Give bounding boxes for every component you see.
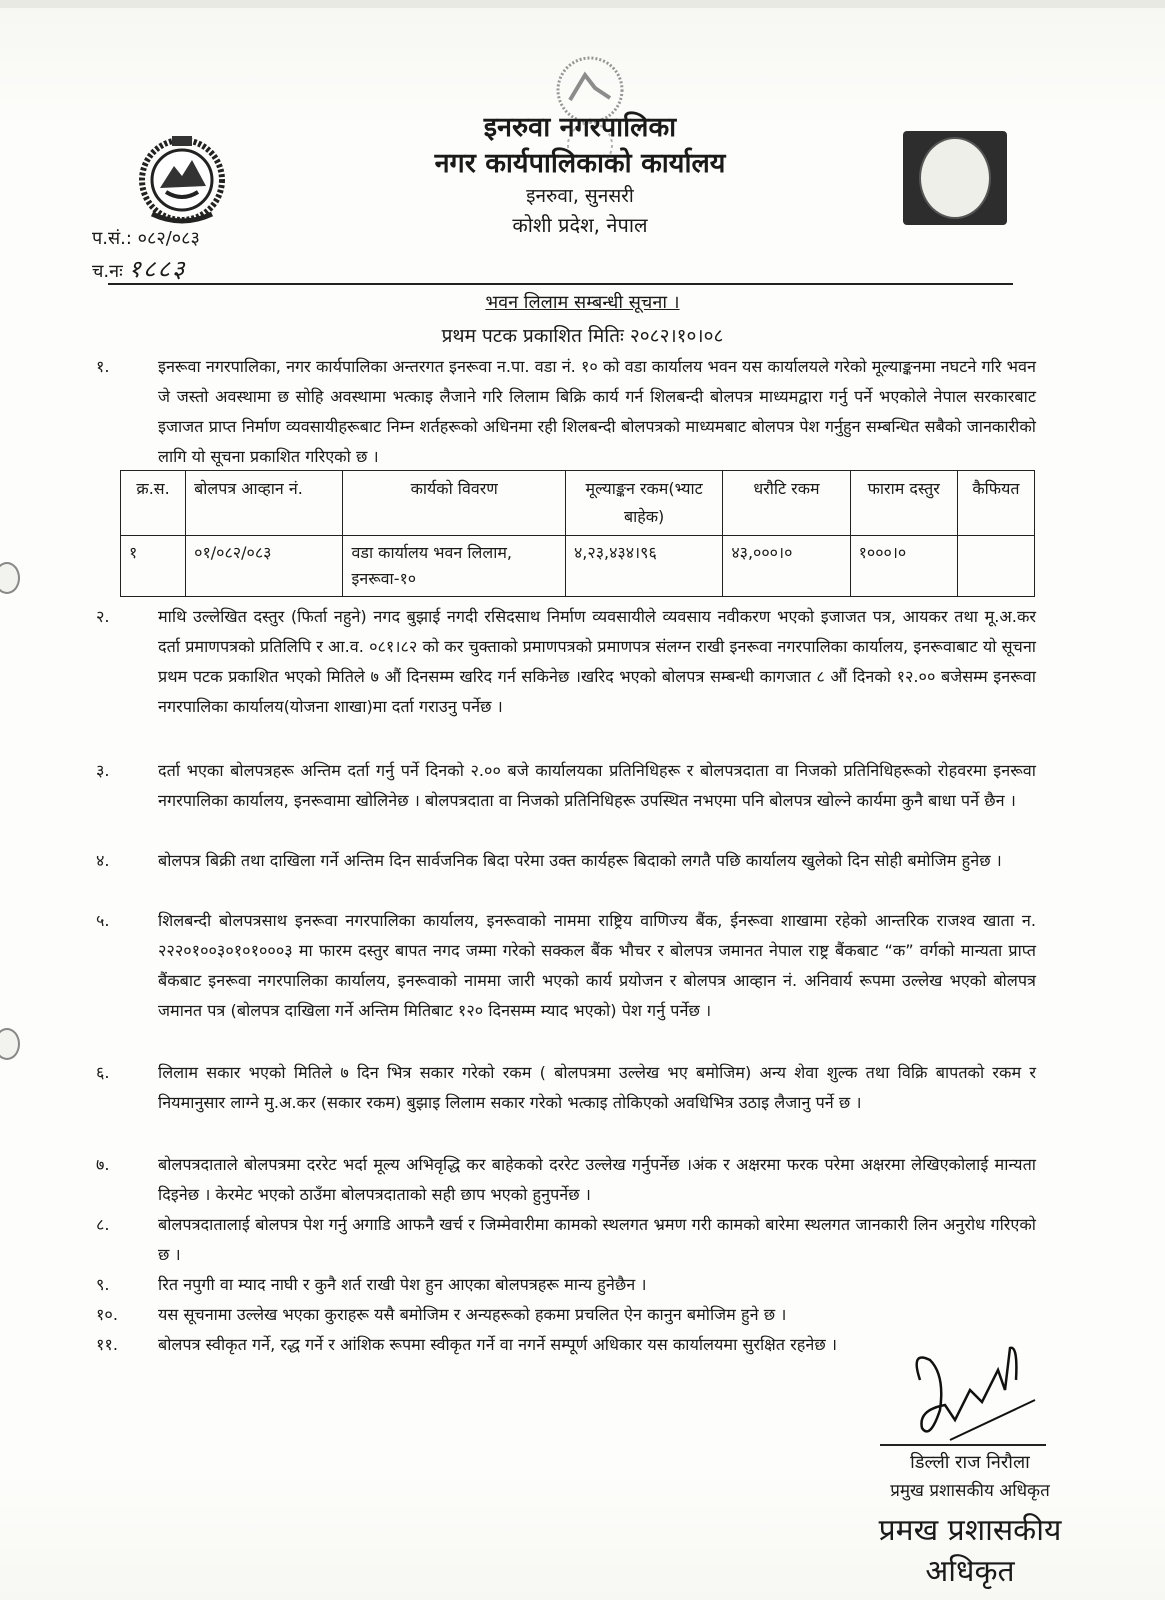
header-divider (108, 283, 1013, 285)
punch-hole (0, 1028, 20, 1060)
cell: ४३,०००।० (723, 536, 850, 597)
dispatch-value: १८८३ (128, 255, 187, 283)
cell: वडा कार्यालय भवन लिलाम, इनरूवा-१० (343, 536, 565, 597)
punch-hole (0, 562, 20, 594)
dispatch-label: च.नः (92, 261, 123, 282)
cell: ४,२३,४३४।९६ (565, 536, 722, 597)
clause-number: ५. (96, 911, 110, 930)
fiscal-year-ref (92, 226, 200, 250)
table-row (121, 536, 1035, 597)
signatory-designation: प्रमुख प्रशासकीय अधिकृत (890, 1481, 1050, 1501)
signature-line (880, 1444, 1046, 1446)
clause-number: ११. (96, 1335, 118, 1354)
fiscal-value: ०८२/०८३ (137, 228, 200, 249)
clause (96, 602, 1036, 722)
scan-edge (0, 0, 1165, 8)
clause-number: ८. (96, 1215, 110, 1234)
clause-text: बोलपत्रदाताले बोलपत्रमा दररेट भर्दा मूल्य अभिवृद्धि कर बाहेकको दररेट उल्लेख गर्नुपर्नेछ ।अंक र अक्षरमा फरक परेमा अक्षरमा लेखिएकोलाई मान्यता दिइनेछ । केरमेट भएको ठाउँमा बोलपत्रदाताको सही छाप भएको हुनुपर्नेछ । (158, 1155, 1036, 1204)
clause (96, 1270, 1036, 1300)
first-published-date: प्रथम पटक प्रकाशित मितिः २०८२।१०।०८ (441, 325, 724, 347)
clause (96, 1210, 1036, 1270)
clause-number: २. (96, 607, 110, 626)
cell: १ (121, 536, 186, 597)
clause (96, 1300, 1036, 1330)
clause (96, 906, 1036, 1026)
clause-text: बोलपत्रदातालाई बोलपत्र पेश गर्नु अगाडि आफनै खर्च र जिम्मेवारीमा कामको स्थलगत भ्रमण गरी कामको बारेमा स्थलगत जानकारी लिन अनुरोध गरिएको छ । (158, 1215, 1036, 1264)
handwritten-signature-icon (870, 1340, 1110, 1445)
clause-text: शिलबन्दी बोलपत्रसाथ इनरूवा नगरपालिका कार्यालय, इनरूवाको नाममा राष्ट्रिय वाणिज्य बैंक, ईनरूवा शाखामा रहेको आन्तरिक राजश्व खाता न. २२२०१००३०१०१०००३ मा फारम दस्तुर बापत नगद जम्मा गरेको सक्कल बैंक भौचर र बोलपत्र जमानत नेपाल राष्ट्र बैंकबाट “क” वर्गको मान्यता प्राप्त बैंकबाट इनरूवा नगरपालिका कार्यालय, इनरूवाको नाममा जारी भएको कार्य प्रयोजन र बोलपत्र आव्हान नं. अनिवार्य रूपमा उल्लेख भएको बोलपत्र जमानत पत्र (बोलपत्र दाखिला गर्ने अन्तिम मितिबाट १२० दिनसम्म म्याद भएको) पेश गर्नु पर्नेछ । (158, 911, 1036, 1020)
clause-number: १०. (96, 1305, 118, 1324)
clause-text: यस सूचनामा उल्लेख भएका कुराहरू यसै बमोजिम र अन्यहरूको हकमा प्रचलित ऐन कानुन बमोजिम हुने छ । (158, 1305, 787, 1324)
clause-number: १. (96, 357, 110, 376)
table-header-row (121, 471, 1035, 536)
clause (96, 846, 1036, 876)
clause (96, 352, 1036, 472)
fiscal-label: प.सं.: (92, 228, 132, 249)
clause-number: ७. (96, 1155, 110, 1174)
nepal-government-emblem-icon (132, 128, 232, 228)
bid-table (120, 470, 1035, 597)
col-header: धरौटि रकम (723, 471, 850, 536)
clause-text: दर्ता भएका बोलपत्रहरू अन्तिम दर्ता गर्नु पर्ने दिनको २.०० बजे कार्यालयका प्रतिनिधिहरू र बोलपत्रदाता वा निजको प्रतिनिधिहरूको रोहवरमा इनरूवा नगरपालिका कार्यालय, इनरूवामा खोलिनेछ । बोलपत्रदाता वा निजको प्रतिनिधिहरू उपस्थित नभएमा पनि बोलपत्र खोल्ने कार्यमा कुनै बाधा पर्ने छैन । (158, 761, 1036, 810)
province: कोशी प्रदेश, नेपाल (512, 213, 648, 237)
office-location: इनरुवा, सुनसरी (526, 185, 634, 207)
clause-number: ६. (96, 1063, 110, 1082)
col-header: मूल्याङ्कन रकम(भ्याट बाहेक) (565, 471, 722, 536)
notice-title (0, 290, 1165, 314)
designation-stamp: प्रमख प्रशासकीय अधिकृत (878, 1513, 1062, 1589)
clause-number: ३. (96, 761, 110, 780)
col-header: फाराम दस्तुर (850, 471, 957, 536)
col-header: कैफियत (957, 471, 1034, 536)
seal-inner (919, 137, 991, 219)
signatory-name: डिल्ली राज निरौला (910, 1452, 1030, 1473)
clause-number: ४. (96, 851, 110, 870)
clause (96, 756, 1036, 816)
clause-text: माथि उल्लेखित दस्तुर (फिर्ता नहुने) नगद बुझाई नगदी रसिदसाथ निर्माण व्यवसायीले व्यवसाय नवीकरण भएको इजाजत पत्र, आयकर तथा मू.अ.कर दर्ता प्रमाणपत्रको प्रतिलिपि र आ.व. ०८१।८२ को कर चुक्ताको प्रमाणपत्रको प्रमाणपत्र संलग्न राखी इनरूवा नगरपालिका कार्यालय, इनरूवाबाट यो सूचना प्रथम पटक प्रकाशित भएको मितिले ७ औं दिनसम्म खरिद गर्न सकिनेछ ।खरिद भएको बोलपत्र सम्बन्धी कागजात ८ औं दिनको १२.०० बजेसम्म इनरूवा नगरपालिका कार्यालय(योजना शाखा)मा दर्ता गराउनु पर्नेछ । (158, 607, 1036, 716)
col-header: क्र.स. (121, 471, 186, 536)
municipality-seal-icon (903, 131, 1007, 225)
col-header: बोलपत्र आव्हान नं. (186, 471, 343, 536)
clause-text: इनरूवा नगरपालिका, नगर कार्यपालिका अन्तरगत इनरूवा न.पा. वडा नं. १० को वडा कार्यालय भवन यस कार्यालयले गरेको मूल्याङ्कनमा नघटने गरि भवन जे जस्तो अवस्थामा छ सोहि अवस्थामा भत्काइ लैजाने गरि लिलाम बिक्रि कार्य गर्न शिलबन्दी बोलपत्र माध्यमद्वारा गर्नु पर्ने भएकोले नेपाल सरकारबाट इजाजत प्राप्त निर्माण व्यवसायीहरूबाट निम्न शर्तहरूको अधिनमा रही शिलबन्दी बोलपत्रको माध्यमबाट बोलपत्र पेश गर्नुहुन सम्बन्धित सबैको जानकारीको लागि यो सूचना प्रकाशित गरिएको छ । (158, 357, 1036, 466)
cell (957, 536, 1034, 597)
dispatch-ref (92, 252, 186, 285)
clause (96, 1150, 1036, 1210)
clause (96, 1058, 1036, 1118)
cell: १०००।० (850, 536, 957, 597)
col-header: कार्यको विवरण (343, 471, 565, 536)
notice-title-text: भवन लिलाम सम्बन्धी सूचना । (485, 292, 680, 313)
office-name: नगर कार्यपालिकाको कार्यालय (434, 148, 726, 179)
clause-number: ९. (96, 1275, 110, 1294)
letterhead (360, 110, 800, 240)
clause-text: रित नपुगी वा म्याद नाघी र कुनै शर्त राखी पेश हुन आएका बोलपत्रहरू मान्य हुनेछैन । (158, 1275, 647, 1294)
cell: ०१/०८२/०८३ (186, 536, 343, 597)
clause-text: लिलाम सकार भएको मितिले ७ दिन भित्र सकार गरेको रकम ( बोलपत्रमा उल्लेख भए बमोजिम) अन्य शेवा शुल्क तथा विक्रि बापतको रकम र नियमानुसार लाग्ने मु.अ.कर (सकार रकम) बुझाइ लिलाम सकार गरेको भत्काइ तोकिएको अवधिभित्र उठाइ लैजानु पर्ने छ । (158, 1063, 1036, 1112)
clause-text: बोलपत्र स्वीकृत गर्ने, रद्ध गर्ने र आंशिक रूपमा स्वीकृत गर्ने वा नगर्ने सम्पूर्ण अधिकार यस कार्यालयमा सुरक्षित रहनेछ । (158, 1335, 837, 1354)
org-name: इनरुवा नगरपालिका (483, 112, 677, 143)
clause-text: बोलपत्र बिक्री तथा दाखिला गर्ने अन्तिम दिन सार्वजनिक बिदा परेमा उक्त कार्यहरू बिदाको लगतै पछि कार्यालय खुलेको दिन सोही बमोजिम हुनेछ । (158, 851, 1002, 870)
